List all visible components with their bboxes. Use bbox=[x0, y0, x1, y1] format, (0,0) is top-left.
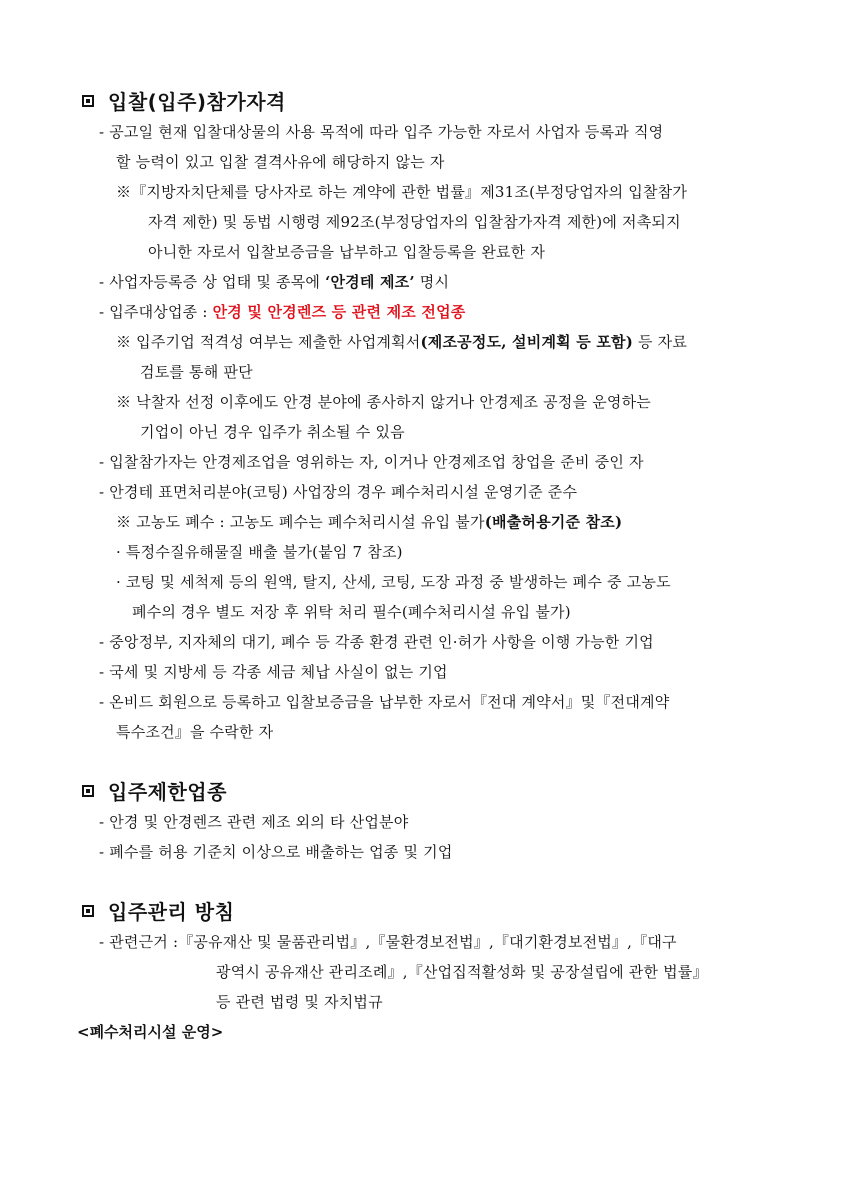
section-title: 입주제한업종 bbox=[108, 780, 227, 804]
text-span: 명시 bbox=[414, 273, 450, 291]
text-line: 광역시 공유재산 관리조례』,『산업집적활성화 및 공장설립에 관한 법률』 bbox=[216, 963, 708, 981]
text-line: - 관련근거 :『공유재산 및 물품관리법』,『물환경보전법』,『대기환경보전법』,『대구 bbox=[99, 933, 677, 951]
text-span: ※ 고농도 폐수 : 고농도 폐수는 폐수처리시설 유입 불가 bbox=[116, 513, 485, 531]
note-line: ※『지방자치단체를 당사자로 하는 계약에 관한 법률』제31조(부정당업자의 입찰참가 bbox=[116, 183, 688, 201]
section-title: 입주관리 방침 bbox=[108, 900, 235, 924]
text-line: - 폐수를 허용 기준치 이상으로 배출하는 업종 및 기업 bbox=[99, 843, 453, 861]
text-span: ※ 입주기업 적격성 여부는 제출한 사업계획서 bbox=[116, 333, 421, 351]
text-span: 등 자료 bbox=[633, 333, 688, 351]
text-line-target-industry bbox=[99, 301, 465, 323]
note-line: 기업이 아닌 경우 입주가 취소될 수 있음 bbox=[140, 423, 405, 441]
text-line: 특수조건』을 수락한 자 bbox=[116, 723, 274, 741]
text-line: - 공고일 현재 입찰대상물의 사용 목적에 따라 입주 가능한 자로서 사업자 등록과 직영 bbox=[99, 123, 664, 141]
text-line: - 안경테 표면처리분야(코팅) 사업장의 경우 폐수처리시설 운영기준 준수 bbox=[99, 483, 578, 501]
square-bullet-icon bbox=[82, 785, 94, 797]
square-bullet-icon bbox=[82, 95, 94, 107]
note-line bbox=[116, 511, 622, 533]
bullet-line: 폐수의 경우 별도 저장 후 위탁 처리 필수(폐수처리시설 유입 불가) bbox=[132, 603, 571, 621]
square-bullet-icon bbox=[82, 905, 94, 917]
bullet-line: · 코팅 및 세척제 등의 원액, 탈지, 산세, 코팅, 도장 과정 중 발생하는 폐수 중 고농도 bbox=[116, 573, 671, 591]
note-line: 검토를 통해 판단 bbox=[140, 363, 253, 381]
text-line: - 안경 및 안경렌즈 관련 제조 외의 타 산업분야 bbox=[99, 813, 409, 831]
bold-span: (제조공정도, 설비계획 등 포함) bbox=[420, 333, 634, 351]
text-line: - 국세 및 지방세 등 각종 세금 체납 사실이 없는 기업 bbox=[99, 663, 448, 681]
text-span: - 사업자등록증 상 업태 및 종목에 bbox=[99, 273, 326, 291]
text-line: 등 관련 법령 및 자치법규 bbox=[216, 993, 383, 1011]
text-line-business-type bbox=[99, 271, 449, 293]
text-line: - 온비드 회원으로 등록하고 입찰보증금을 납부한 자로서『전대 계약서』및『전대계약 bbox=[99, 693, 670, 711]
note-line: ※ 낙찰자 선정 이후에도 안경 분야에 종사하지 않거나 안경제조 공정을 운영하는 bbox=[116, 393, 651, 411]
text-line: - 중앙정부, 지자체의 대기, 폐수 등 각종 환경 관련 인·허가 사항을 이행 가능한 기업 bbox=[99, 633, 654, 651]
bold-span: (배출허용기준 참조) bbox=[484, 513, 623, 531]
section-heading-restricted bbox=[82, 776, 227, 805]
note-line: 자격 제한) 및 동법 시행령 제92조(부정당업자의 입찰참가자격 제한)에 저촉되지 bbox=[148, 213, 681, 231]
section-heading-eligibility bbox=[82, 86, 286, 115]
note-line: 아니한 자로서 입찰보증금을 납부하고 입찰등록을 완료한 자 bbox=[148, 243, 546, 261]
highlight-red-span: 안경 및 안경렌즈 등 관련 제조 전업종 bbox=[212, 303, 466, 321]
bold-span: ‘안경테 제조’ bbox=[325, 273, 415, 291]
text-line: - 입찰참가자는 안경제조업을 영위하는 자, 이거나 안경제조업 창업을 준비 중인 자 bbox=[99, 453, 644, 471]
subheading-wastewater: <폐수처리시설 운영> bbox=[77, 1023, 224, 1041]
text-span: - 입주대상업종 : bbox=[99, 303, 213, 321]
note-line bbox=[116, 331, 687, 353]
section-heading-management bbox=[82, 896, 234, 925]
text-line: 할 능력이 있고 입찰 결격사유에 해당하지 않는 자 bbox=[116, 153, 445, 171]
bullet-line: · 특정수질유해물질 배출 불가(붙임 7 참조) bbox=[116, 543, 403, 561]
section-title: 입찰(입주)참가자격 bbox=[108, 90, 286, 114]
